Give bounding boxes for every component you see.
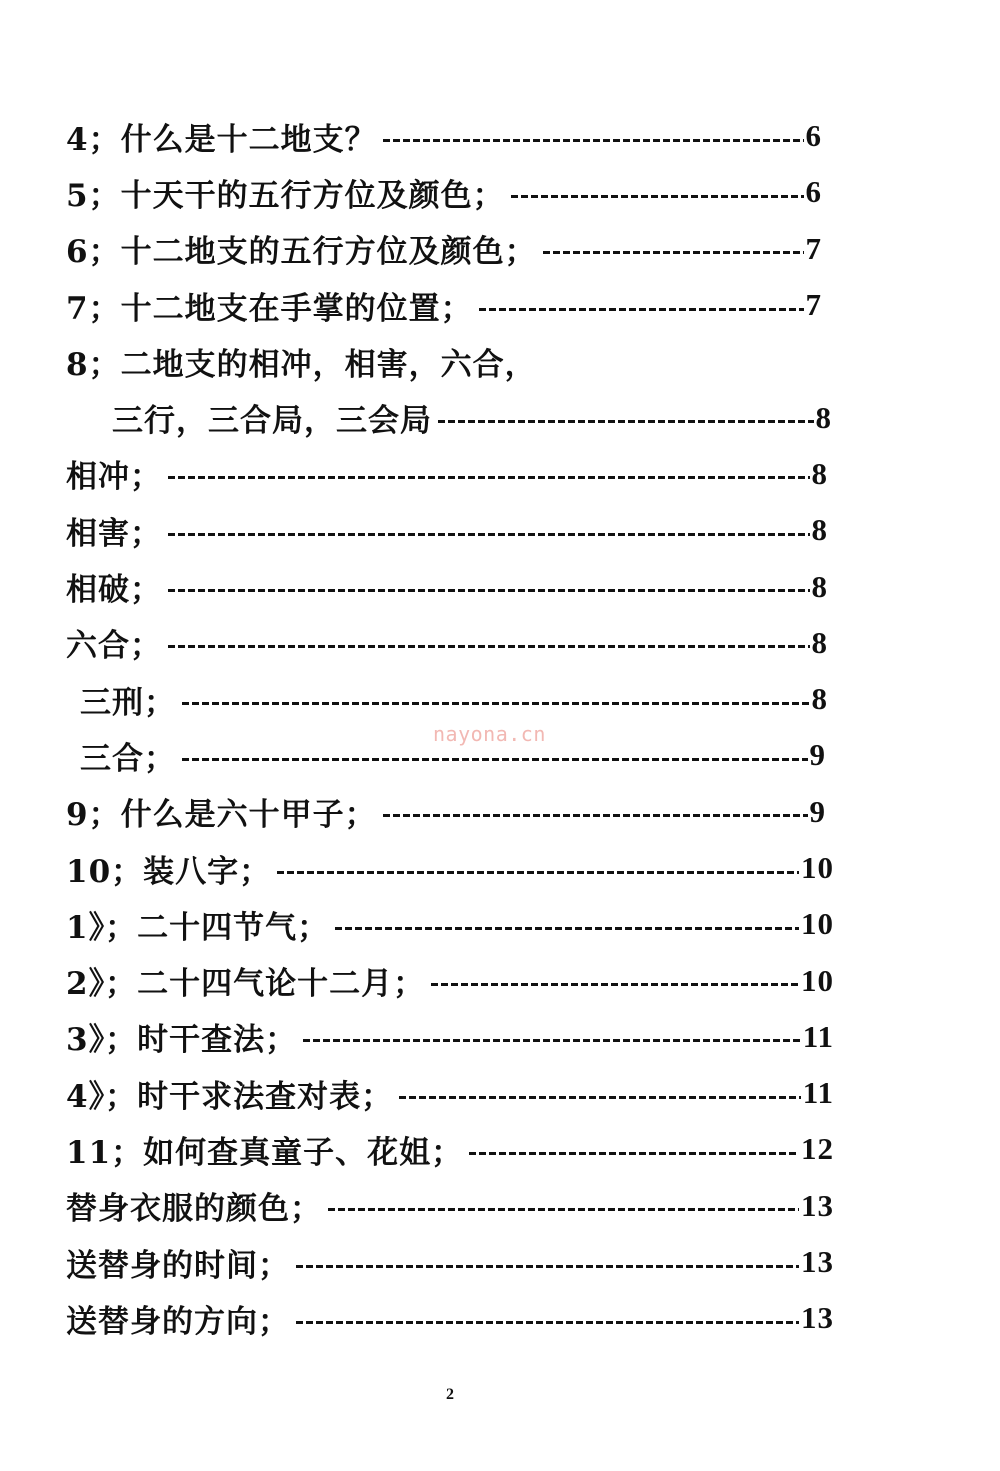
toc-entry [0,1121,1000,1177]
toc-entry [0,1290,1000,1346]
toc-entry-page: 6 [805,174,822,210]
toc-entry [0,221,1000,277]
toc-entry [0,1178,1000,1234]
toc-entry-page: 8 [815,399,832,435]
toc-entry [0,952,1000,1008]
toc-entry-label: 5；十天干的五行方位及颜色； [66,177,505,214]
toc-entry [0,277,1000,333]
toc-entry-page: 11 [802,1018,834,1054]
toc-entry-label: 六合； [66,628,162,665]
toc-entry-page: 13 [801,1244,834,1280]
toc-entry-page: 12 [801,1131,834,1167]
toc-entry-page: 9 [809,737,826,773]
toc-entry [0,840,1000,896]
toc-entry-label: 11；如何查真童子、花姐； [66,1134,464,1171]
page-number: 2 [446,1386,454,1403]
dot-leader [335,927,799,930]
toc-entry-page: 8 [811,568,828,604]
toc-entry [0,502,1000,558]
watermark: nayona.cn [433,722,546,746]
toc-entry-label: 9；什么是六十甲子； [66,797,377,834]
toc-entry-page: 13 [801,1300,834,1336]
dot-leader [479,308,804,311]
dot-leader [511,195,804,198]
toc-entry [0,1065,1000,1121]
toc-entry-label: 替身衣服的颜色； [66,1191,322,1228]
toc-entry [0,671,1000,727]
dot-leader [383,139,804,142]
toc-entry-page: 8 [811,624,828,660]
toc-entry [0,389,1000,445]
toc-entry [0,108,1000,164]
dot-leader [431,983,799,986]
dot-leader [296,1265,799,1268]
toc-entry-label: 7；十二地支在手掌的位置； [66,290,473,327]
toc-entry-label: 3》；时干查法； [66,1022,298,1059]
toc-entry [0,896,1000,952]
toc-entry [0,333,1000,389]
toc-entry [0,784,1000,840]
toc-entry [0,1234,1000,1290]
toc-entry [0,558,1000,614]
toc-entry-page: 10 [801,962,834,998]
dot-leader [399,1096,801,1099]
toc-entry-page: 7 [805,287,822,323]
toc-entry-page: 8 [811,512,828,548]
toc-entry [0,615,1000,671]
toc-entry-label: 三合； [80,740,176,777]
dot-leader [303,1039,801,1042]
toc-entry-label: 送替身的时间； [66,1247,290,1284]
toc-entry-page: 11 [802,1075,834,1111]
dot-leader [168,589,810,592]
dot-leader [168,533,810,536]
toc-entry-page: 8 [811,681,828,717]
dot-leader [328,1208,799,1211]
toc-entry-label: 4；什么是十二地支？ [66,121,377,158]
toc-entry [0,164,1000,220]
toc-entry-label: 10；装八字； [66,853,272,890]
dot-leader [469,1152,799,1155]
toc-entry-page: 7 [805,230,822,266]
toc-entry-label: 三刑； [80,684,176,721]
toc-entry-label: 1》；二十四节气； [66,909,330,946]
toc-entry-label: 8；二地支的相冲，相害，六合， [66,346,537,383]
toc-entry-page: 9 [809,793,826,829]
toc-entry-label: 三行，三合局，三会局 [112,403,432,440]
toc-entry-page: 8 [811,455,828,491]
toc-entry-page: 10 [801,850,834,885]
dot-leader [296,1321,799,1324]
toc-entry-label: 相冲； [66,459,162,496]
dot-leader [438,420,814,423]
toc-entry-label: 相破； [66,572,162,609]
toc-entry-label: 送替身的方向； [66,1303,290,1340]
toc-entry-label: 2》；二十四气论十二月； [66,966,426,1003]
dot-leader [182,702,810,705]
toc-entry [0,1009,1000,1065]
toc-entry-page: 6 [805,118,822,154]
dot-leader [168,645,810,648]
dot-leader [543,251,804,254]
dot-leader [168,476,810,479]
dot-leader [277,871,799,874]
toc-entry-label: 6；十二地支的五行方位及颜色； [66,234,537,271]
toc-entry-label: 4》；时干求法查对表； [66,1078,394,1115]
dot-leader [182,758,808,761]
toc-entry [0,446,1000,502]
toc-entry-page: 10 [801,906,834,942]
toc-entry-label: 相害； [66,515,162,552]
toc-entry-page: 13 [801,1187,834,1223]
dot-leader [383,814,808,817]
